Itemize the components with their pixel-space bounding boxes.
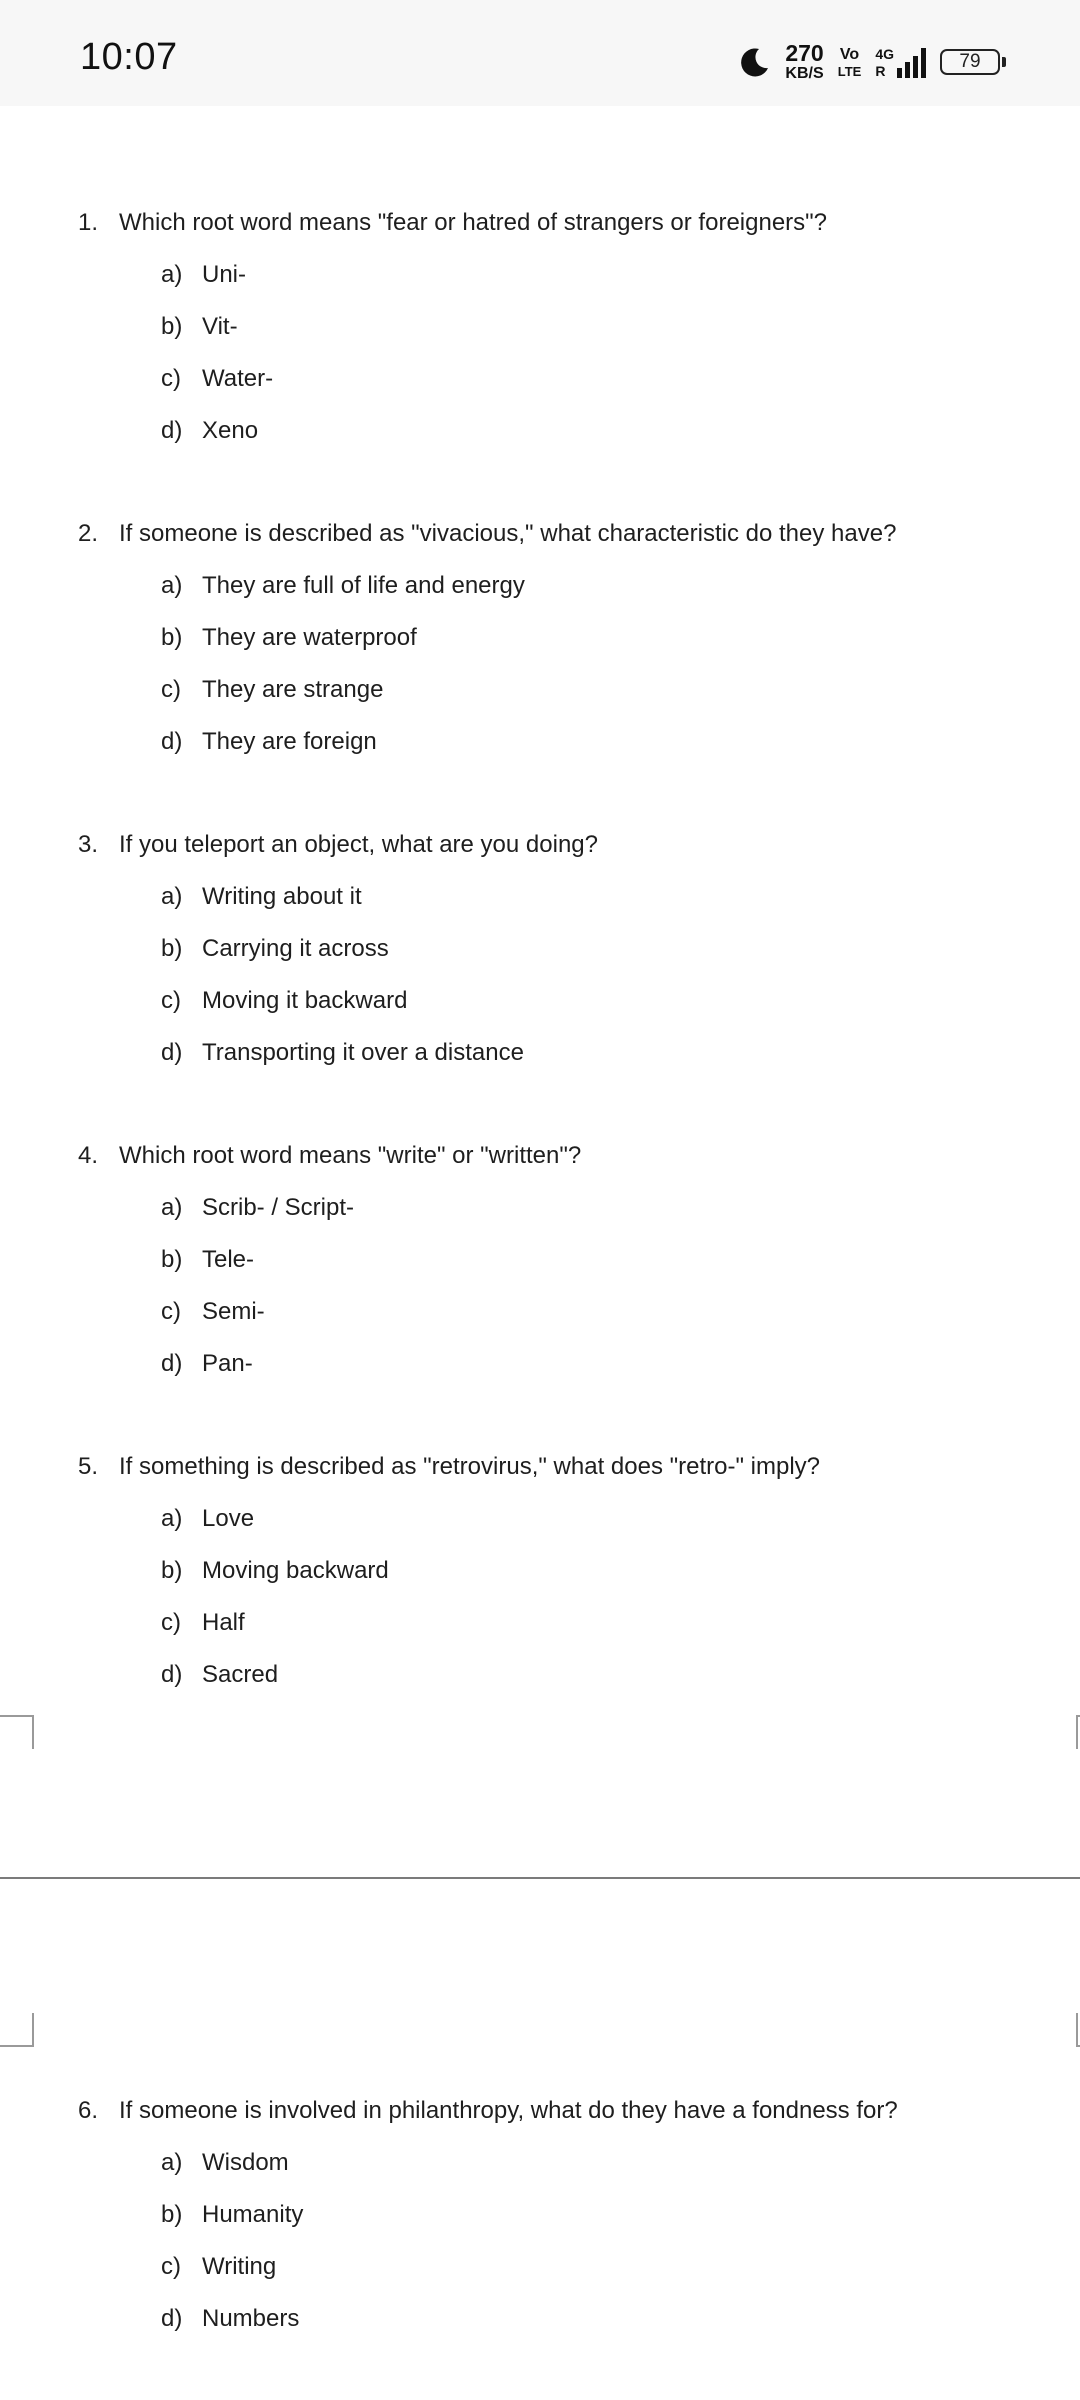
- network-roaming: R: [875, 62, 886, 79]
- option-d: [161, 415, 1078, 447]
- option-letter: b): [161, 2201, 183, 2228]
- option-letter: d): [161, 1661, 183, 1688]
- option-text: Writing about it: [202, 883, 362, 910]
- question-text: If someone is involved in philanthropy, what do they have a fondness for?: [119, 2097, 898, 2124]
- status-time: 10:07: [80, 36, 178, 78]
- option-text: Sacred: [202, 1661, 279, 1688]
- option-a: [161, 570, 1078, 602]
- volte-bottom: LTE: [837, 63, 862, 79]
- option-text: They are full of life and energy: [202, 572, 525, 599]
- question-number: 5.: [78, 1453, 99, 1480]
- question-text: Which root word means "fear or hatred of strangers or foreigners"?: [119, 209, 828, 236]
- option-text: Moving it backward: [202, 987, 408, 1014]
- status-icons: [739, 40, 1006, 84]
- question-6: [78, 2095, 1078, 2335]
- option-a: [161, 1503, 1078, 1535]
- option-c: [161, 1296, 1078, 1328]
- question-text-row: [78, 1451, 1078, 1483]
- option-letter: b): [161, 624, 183, 651]
- option-text: Carrying it across: [202, 935, 389, 962]
- network-speed-unit: KB/S: [785, 65, 824, 82]
- option-d: [161, 1659, 1078, 1691]
- option-b: [161, 2199, 1078, 2231]
- option-letter: d): [161, 1039, 183, 1066]
- moon-icon: [739, 46, 771, 78]
- option-letter: b): [161, 1246, 183, 1273]
- question-5: [78, 1451, 1078, 1691]
- option-letter: b): [161, 935, 183, 962]
- option-text: Humanity: [202, 2201, 304, 2228]
- option-d: [161, 1348, 1078, 1380]
- page-corner-mark: [1076, 2013, 1080, 2047]
- network-speed-value: 270: [785, 40, 824, 66]
- option-letter: c): [161, 987, 181, 1014]
- option-letter: a): [161, 1194, 183, 1221]
- option-text: Numbers: [202, 2305, 300, 2332]
- option-text: Love: [202, 1505, 255, 1532]
- option-letter: d): [161, 2305, 183, 2332]
- option-list: [78, 2147, 1078, 2335]
- question-number: 1.: [78, 209, 99, 236]
- option-letter: c): [161, 1609, 181, 1636]
- option-letter: b): [161, 313, 183, 340]
- option-list: [78, 1503, 1078, 1691]
- network-speed: [785, 42, 823, 82]
- question-number: 6.: [78, 2097, 99, 2124]
- question-text-row: [78, 829, 1078, 861]
- question-text: If someone is described as "vivacious," what characteristic do they have?: [119, 520, 897, 547]
- option-c: [161, 1607, 1078, 1639]
- option-a: [161, 1192, 1078, 1224]
- network-type: 4G: [875, 45, 894, 62]
- option-list: [78, 570, 1078, 758]
- option-a: [161, 881, 1078, 913]
- option-text: Uni-: [202, 261, 247, 288]
- page-break-divider: [0, 1877, 1080, 1879]
- option-c: [161, 2251, 1078, 2283]
- volte-indicator: [838, 47, 862, 78]
- option-text: Pan-: [202, 1350, 253, 1377]
- option-letter: d): [161, 728, 183, 755]
- option-a: [161, 259, 1078, 291]
- option-d: [161, 1037, 1078, 1069]
- question-4: [78, 1140, 1078, 1380]
- option-text: Transporting it over a distance: [202, 1039, 524, 1066]
- question-number: 2.: [78, 520, 99, 547]
- option-text: They are foreign: [202, 728, 377, 755]
- option-text: Wisdom: [202, 2149, 289, 2176]
- option-d: [161, 726, 1078, 758]
- option-text: They are strange: [202, 676, 384, 703]
- question-text-row: [78, 1140, 1078, 1172]
- option-letter: c): [161, 365, 181, 392]
- signal-icon: [875, 47, 926, 78]
- status-bar: [0, 0, 1080, 106]
- signal-bars: [897, 48, 926, 78]
- option-list: [78, 259, 1078, 447]
- option-b: [161, 1244, 1078, 1276]
- question-text-row: [78, 207, 1078, 239]
- question-text-row: [78, 2095, 1078, 2127]
- volte-top: Vo: [839, 45, 860, 63]
- option-letter: c): [161, 676, 181, 703]
- question-1: [78, 207, 1078, 447]
- option-text: Scrib- / Script-: [202, 1194, 355, 1221]
- option-text: Semi-: [202, 1298, 265, 1325]
- option-list: [78, 1192, 1078, 1380]
- option-a: [161, 2147, 1078, 2179]
- option-text: Tele-: [202, 1246, 255, 1273]
- option-b: [161, 933, 1078, 965]
- option-text: Moving backward: [202, 1557, 389, 1584]
- option-text: They are waterproof: [202, 624, 417, 651]
- option-d: [161, 2303, 1078, 2335]
- option-letter: a): [161, 261, 183, 288]
- option-letter: c): [161, 1298, 181, 1325]
- option-c: [161, 674, 1078, 706]
- option-letter: a): [161, 2149, 183, 2176]
- option-text: Water-: [202, 365, 274, 392]
- option-b: [161, 311, 1078, 343]
- option-letter: d): [161, 417, 183, 444]
- option-c: [161, 985, 1078, 1017]
- option-letter: a): [161, 572, 183, 599]
- question-text: If you teleport an object, what are you doing?: [119, 831, 598, 858]
- question-text: Which root word means "write" or "written"?: [119, 1142, 582, 1169]
- battery-icon: [940, 49, 1006, 75]
- option-letter: a): [161, 1505, 183, 1532]
- option-letter: b): [161, 1557, 183, 1584]
- battery-level: 79: [940, 49, 1000, 75]
- option-text: Writing: [202, 2253, 277, 2280]
- option-letter: a): [161, 883, 183, 910]
- option-b: [161, 622, 1078, 654]
- option-text: Xeno: [202, 417, 259, 444]
- question-text-row: [78, 518, 1078, 550]
- option-b: [161, 1555, 1078, 1587]
- page-corner-mark: [1076, 1715, 1080, 1749]
- option-letter: d): [161, 1350, 183, 1377]
- option-c: [161, 363, 1078, 395]
- question-2: [78, 518, 1078, 758]
- question-number: 4.: [78, 1142, 99, 1169]
- page-corner-mark: [0, 1715, 34, 1749]
- option-letter: c): [161, 2253, 181, 2280]
- option-text: Half: [202, 1609, 245, 1636]
- option-list: [78, 881, 1078, 1069]
- question-3: [78, 829, 1078, 1069]
- question-number: 3.: [78, 831, 99, 858]
- question-text: If something is described as "retrovirus," what does "retro-" imply?: [119, 1453, 821, 1480]
- page-corner-mark: [0, 2013, 34, 2047]
- option-text: Vit-: [202, 313, 238, 340]
